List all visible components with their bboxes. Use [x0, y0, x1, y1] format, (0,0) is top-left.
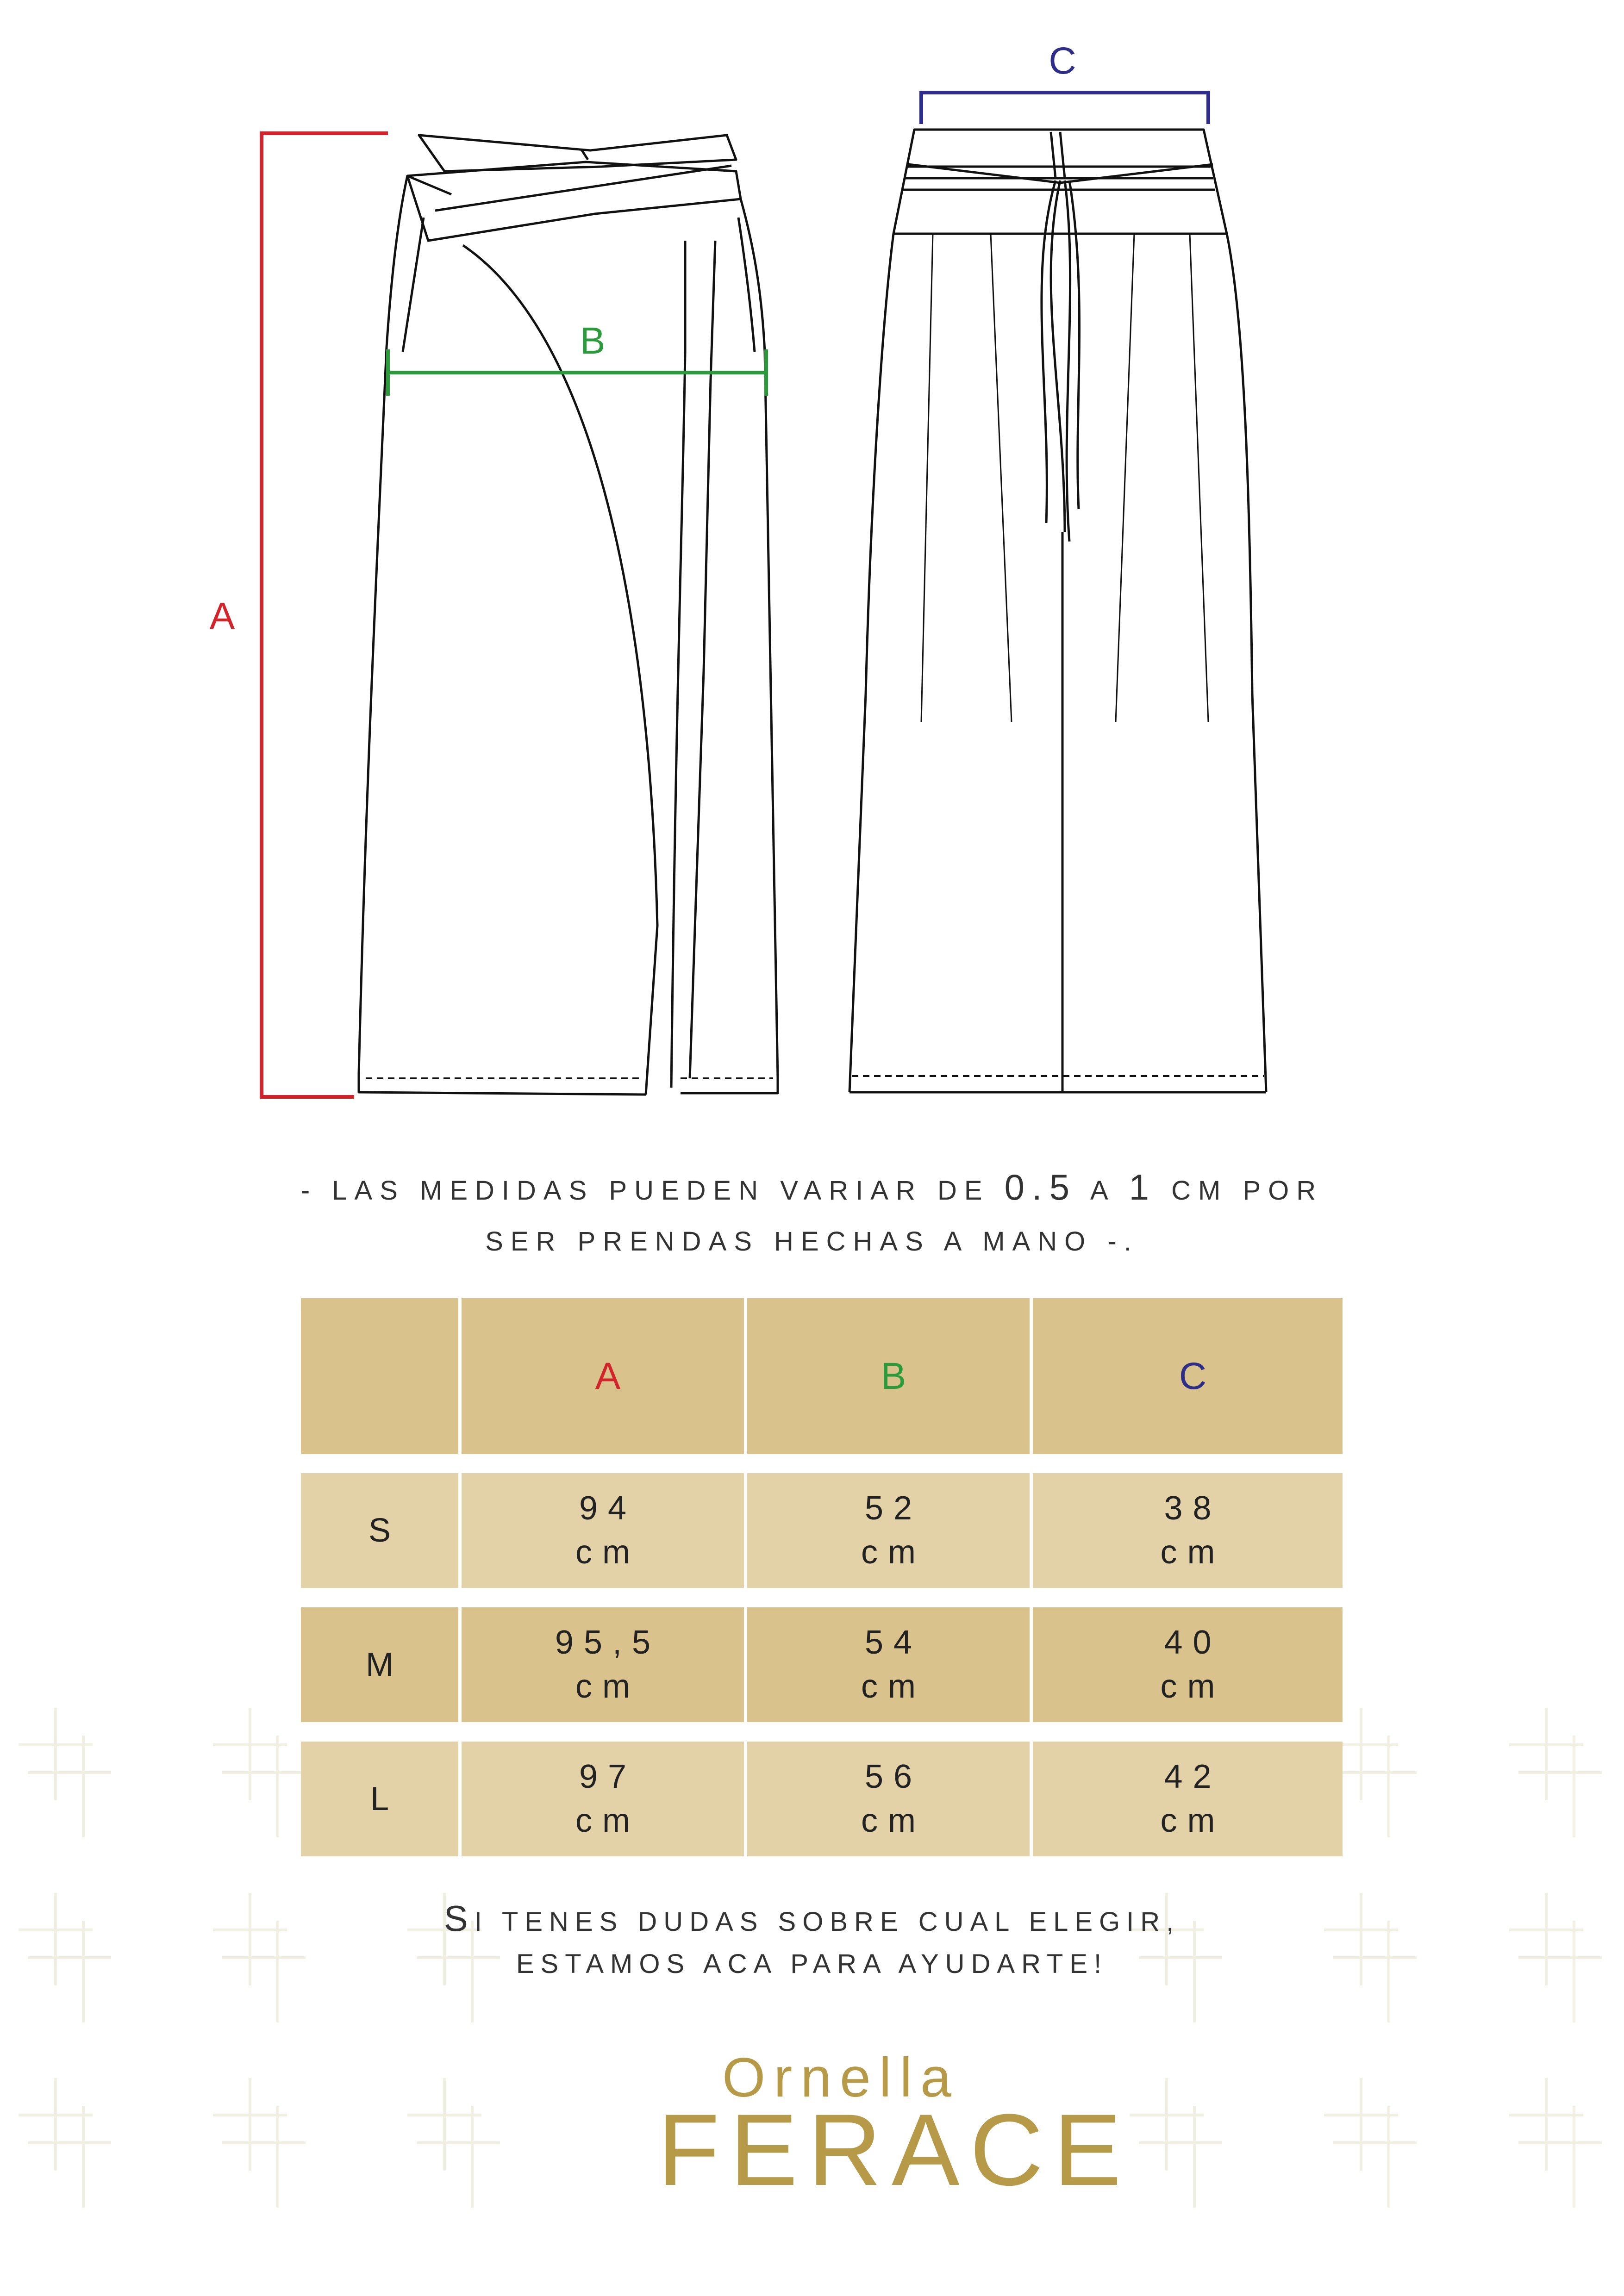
skirt-technical-drawing [0, 0, 1624, 1120]
table-row-m-a: 95,5 cm [462, 1607, 744, 1722]
measurement-note-line1: - LAS MEDIDAS PUEDEN VARIAR DE 0.5 A 1 CM POR [300, 1167, 1324, 1207]
size-table [301, 1298, 1343, 1858]
label-a: A [209, 595, 235, 637]
dimension-c-bracket [921, 93, 1208, 124]
table-row-l-a: 97 cm [462, 1742, 744, 1856]
closing-line1: SI TENES DUDAS SOBRE CUAL ELEGIR, [443, 1898, 1181, 1939]
brand-logo [639, 2046, 1132, 2207]
closing-line2: ESTAMOS ACA PARA AYUDARTE! [516, 1949, 1108, 1979]
table-row-l-size: L [301, 1742, 458, 1856]
table-header-c: C [1033, 1298, 1343, 1454]
table-row-s-size: S [301, 1473, 458, 1588]
table-row-m-b: 54 cm [747, 1607, 1030, 1722]
table-row-m-size: M [301, 1607, 458, 1722]
label-b: B [580, 320, 606, 362]
back-view [849, 130, 1266, 1092]
table-header-empty [301, 1298, 458, 1454]
table-row-s-a: 94 cm [462, 1473, 744, 1588]
measurement-note-line2: SER PRENDAS HECHAS A MANO -. [485, 1226, 1139, 1257]
dimension-a-bracket [262, 133, 388, 1097]
table-row-m-c: 40 cm [1033, 1607, 1343, 1722]
table-row-s-b: 52 cm [747, 1473, 1030, 1588]
label-c: C [1049, 40, 1076, 82]
table-header-a: A [462, 1298, 744, 1454]
table-row-s-c: 38 cm [1033, 1473, 1343, 1588]
table-row-l-c: 42 cm [1033, 1742, 1343, 1856]
table-header-b: B [747, 1298, 1030, 1454]
brand-name-top: Ornella [722, 2047, 960, 2109]
front-view [359, 135, 778, 1095]
brand-name-bottom: FERACE [657, 2093, 1132, 2207]
table-row-l-b: 56 cm [747, 1742, 1030, 1856]
